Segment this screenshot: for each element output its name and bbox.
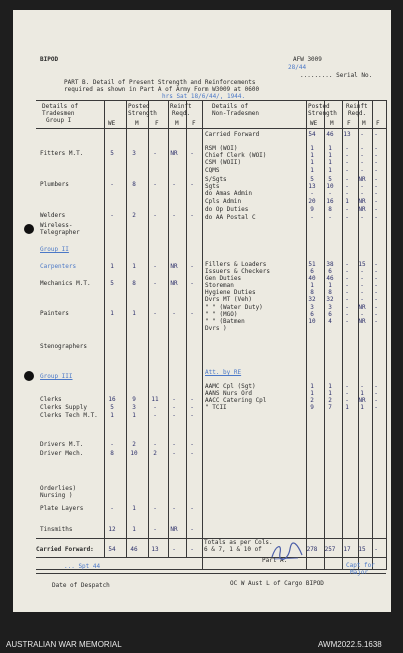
right-row-value: 46 [326,131,334,138]
date-fragment: 28/44 [288,64,307,71]
left-row-value: 1 [132,505,136,512]
left-row-value: - [153,310,157,317]
left-row-value: 5 [110,404,114,411]
right-sub-f: F [347,120,351,127]
left-reqd: Reqd. [172,110,191,117]
right-row-label: Cpls Admin [205,198,242,205]
left-row-label: Plate Layers [40,505,84,512]
right-row-value: 6 [310,311,314,318]
right-row-value: 10 [326,183,334,190]
right-row-value: - [360,383,364,390]
totals-label-3: Part A. [262,557,288,564]
right-row-value: - [374,275,378,282]
footer-left-note: ... Spt 44 [64,563,101,570]
signature-line: OC W Aust L of Cargo BIPOD [230,580,324,587]
total-value: 13 [151,546,159,553]
left-row-value: NR [170,150,178,157]
left-row-value: 10 [130,450,138,457]
right-row-value: 1 [328,152,332,159]
caption-right: AWM2022.5.1638 [318,640,382,649]
right-row-label: Gen Duties [205,275,242,282]
left-row-value: - [190,396,194,403]
left-sub-f: F [155,120,159,127]
right-row-value: - [345,282,349,289]
left-row-value: 3 [132,404,136,411]
right-row-value: - [345,390,349,397]
left-row-value: - [172,310,176,317]
right-row-value: 1 [310,282,314,289]
right-row-value: 1 [345,404,349,411]
left-row-value: - [110,181,114,188]
left-row-value: - [153,263,157,270]
right-row-value: 6 [310,268,314,275]
right-row-value: - [328,214,332,221]
footer-right-note-2: Major [350,569,369,576]
right-row-value: NR [358,318,366,325]
left-row-label: Drivers M.T. [40,441,84,448]
left-row-value: 1 [132,310,136,317]
left-row-value: - [190,280,194,287]
right-row-label: " " (MGO) [205,311,238,318]
right-row-value: NR [358,176,366,183]
right-row-label: AAMC Cpl (Sgt) [205,383,256,390]
punch-hole-top [24,224,34,234]
right-row-value: - [345,261,349,268]
right-row-label: Sgts [205,183,220,190]
left-row-value: - [190,263,194,270]
left-row-value: - [172,412,176,419]
right-row-value: 8 [328,289,332,296]
right-row-value: 8 [328,206,332,213]
right-row-value: - [345,190,349,197]
right-row-label: Dvrs MT (Veh) [205,296,252,303]
right-row-label: Chief Clerk (WOI) [205,152,267,159]
right-title-2: Non-Tradesmen [212,110,259,117]
left-row-value: 2 [132,212,136,219]
right-row-value: - [360,131,364,138]
total-value: 15 [358,546,366,553]
caption-left: AUSTRALIAN WAR MEMORIAL [6,640,122,649]
total-value: - [172,546,176,553]
right-row-value: - [345,176,349,183]
right-row-value: 15 [358,261,366,268]
right-row-value: - [360,268,364,275]
right-row-value: - [374,190,378,197]
left-row-value: - [153,412,157,419]
right-row-value: 1 [310,152,314,159]
left-row-label: Painters [40,310,69,317]
right-row-value: - [345,318,349,325]
right-row-value: - [345,183,349,190]
left-row-value: NR [170,280,178,287]
left-row-value: - [153,181,157,188]
right-row-value: 13 [308,183,316,190]
right-row-value: 1 [328,282,332,289]
left-row-value: - [190,450,194,457]
left-row-value: - [190,526,194,533]
left-row-label: Clerks Supply [40,404,87,411]
right-row-value: - [360,183,364,190]
right-row-value: - [345,397,349,404]
right-row-value: - [345,145,349,152]
right-row-value: - [345,268,349,275]
right-row-value: - [374,214,378,221]
right-row-value: 20 [308,198,316,205]
right-row-value: - [345,289,349,296]
right-row-value: - [374,289,378,296]
carried-forward-label: Carried Forward: [36,546,94,553]
left-row-label: Wireless- [40,222,73,229]
right-row-value: - [360,289,364,296]
left-row-value: 12 [108,526,116,533]
left-row-value: 9 [132,396,136,403]
left-row-value: - [110,441,114,448]
right-row-value: 1 [310,167,314,174]
right-row-value: - [374,206,378,213]
right-row-value: - [345,304,349,311]
left-row-value: - [153,212,157,219]
left-reinft: Reinft [170,103,192,110]
left-row-value: 11 [151,396,159,403]
form-number: AFW 3009 [293,56,322,63]
left-row-value: 3 [132,150,136,157]
right-row-value: 9 [310,404,314,411]
left-row-label: Welders [40,212,66,219]
left-row-label: Clerks Tech M.T. [40,412,98,419]
left-row-value: - [153,404,157,411]
left-title-2: Tradesmen [42,110,75,117]
right-row-value: 1 [360,404,364,411]
total-value: 54 [108,546,116,553]
right-row-value: - [328,190,332,197]
right-row-value: 1 [310,383,314,390]
right-row-value: - [374,268,378,275]
punch-hole-bottom [24,371,34,381]
right-row-label: Att. by RE [205,369,242,376]
left-row-value: - [190,181,194,188]
left-row-label: Carpenters [40,263,77,270]
right-row-value: - [374,198,378,205]
right-row-value: - [360,145,364,152]
left-row-value: 1 [110,412,114,419]
right-row-value: 1 [328,145,332,152]
right-row-label: Issuers & Checkers [205,268,271,275]
left-sub-m2: M [175,120,179,127]
right-row-value: - [360,275,364,282]
left-row-label: Tinsmiths [40,526,73,533]
left-row-label: Stenographers [40,343,87,350]
right-row-label: " " (Batmen [205,318,245,325]
right-row-value: 1 [328,159,332,166]
right-strength: Strength [308,110,337,117]
right-row-label: CSM (WOII) [205,159,242,166]
left-row-value: - [172,212,176,219]
left-row-value: - [190,212,194,219]
right-row-value: - [374,282,378,289]
left-row-label: Mechanics M.T. [40,280,91,287]
right-row-value: 9 [310,206,314,213]
right-row-label: " TCII [205,404,227,411]
left-row-label: Clerks [40,396,62,403]
left-row-value: - [172,441,176,448]
right-row-value: 46 [326,275,334,282]
left-row-label: Orderlies) [40,485,77,492]
date-of-despatch: Date of Despatch [52,582,110,589]
right-posted: Posted [308,103,330,110]
right-row-value: - [374,131,378,138]
left-row-label: Driver Mech. [40,450,84,457]
right-reqd: Reqd. [348,110,367,117]
right-sub-f2: F [376,120,380,127]
right-row-label: CQMS [205,167,220,174]
total-value: - [374,546,378,553]
left-row-value: 2 [132,441,136,448]
total-value: - [190,546,194,553]
right-row-value: 1 [360,390,364,397]
left-row-value: - [153,441,157,448]
right-sub-m2: M [362,120,366,127]
right-row-value: 5 [310,176,314,183]
total-value: 17 [343,546,351,553]
left-row-value: - [190,150,194,157]
left-row-label: Group II [40,246,69,253]
right-row-value: - [345,152,349,159]
totals-label-2: 6 & 7, 1 & 10 of [204,546,262,553]
left-row-value: - [190,310,194,317]
right-row-label: do Amas Admin [205,190,252,197]
left-row-value: 16 [108,396,116,403]
right-row-label: do AA Postal C [205,214,256,221]
serial-number: ......... Serial No. [300,72,373,79]
left-row-value: - [153,280,157,287]
totals-label-1: Totals as per Cols. [204,539,273,546]
right-row-value: NR [358,397,366,404]
left-row-value: 5 [110,150,114,157]
right-row-value: - [360,190,364,197]
right-sub-we: WE [310,120,318,127]
left-row-value: - [110,505,114,512]
right-row-value: - [374,261,378,268]
right-row-label: " " (Water Duty) [205,304,263,311]
left-strength: Strength [128,110,157,117]
right-row-value: 4 [328,318,332,325]
right-row-value: - [360,296,364,303]
right-row-value: 6 [328,311,332,318]
right-row-value: - [374,167,378,174]
right-row-value: - [374,159,378,166]
right-row-value: 8 [310,289,314,296]
right-row-value: - [345,206,349,213]
unit-name: BIPOD [40,56,59,63]
right-row-label: AANS Nurs Ord [205,390,252,397]
right-row-label: RSM (WOI) [205,145,238,152]
part-heading-line3: hrs Sat 18/6/44/, 1944. [162,93,246,100]
right-row-value: 5 [328,176,332,183]
left-row-value: - [110,212,114,219]
right-title-1: Details of [212,103,249,110]
left-row-label: Nursing ) [40,492,73,499]
right-row-value: 1 [345,198,349,205]
right-row-value: 2 [310,397,314,404]
right-row-value: - [374,311,378,318]
right-row-value: - [345,311,349,318]
right-row-value: - [374,397,378,404]
right-row-value: NR [358,304,366,311]
right-row-value: NR [358,206,366,213]
right-row-value: - [345,275,349,282]
right-row-value: 1 [328,167,332,174]
right-row-value: 54 [308,131,316,138]
right-row-value: 40 [308,275,316,282]
right-row-value: - [345,296,349,303]
left-row-label: Telegrapher [40,229,80,236]
left-sub-m: M [135,120,139,127]
left-title-3: Group I [46,117,72,124]
left-row-value: 8 [132,181,136,188]
right-row-value: - [360,311,364,318]
left-row-value: 8 [132,280,136,287]
right-sub-m: M [330,120,334,127]
right-row-label: S/Sgts [205,176,227,183]
right-row-value: - [374,318,378,325]
left-row-label: Group III [40,373,73,380]
right-row-value: 13 [343,131,351,138]
right-row-label: Hygiene Duties [205,289,256,296]
left-row-value: 1 [132,263,136,270]
left-row-value: 1 [110,263,114,270]
right-row-value: 1 [310,145,314,152]
right-row-value: - [345,167,349,174]
right-row-value: - [374,183,378,190]
left-row-value: 1 [132,412,136,419]
right-row-value: - [374,404,378,411]
left-sub-we: WE [108,120,116,127]
left-row-value: - [153,505,157,512]
left-row-value: - [190,412,194,419]
left-row-value: - [190,404,194,411]
right-row-value: 2 [328,397,332,404]
part-heading-line2: required as shown in Part A of Army Form W3009 at 0600 [64,86,260,93]
right-row-value: - [360,167,364,174]
left-row-value: - [172,404,176,411]
part-heading-line1: PART B. Detail of Present Strength and Reinforcements [64,79,256,86]
right-row-value: - [345,159,349,166]
total-value: 278 [306,546,318,553]
right-row-value: 1 [310,390,314,397]
left-row-value: 8 [110,450,114,457]
total-value: 257 [324,546,336,553]
footer-right-note: Capt for [346,562,375,569]
left-title-1: Details of [42,103,79,110]
right-row-value: - [374,296,378,303]
right-row-value: NR [358,198,366,205]
left-row-value: 1 [132,526,136,533]
right-row-value: - [345,214,349,221]
left-row-value: 2 [153,450,157,457]
right-row-value: 51 [308,261,316,268]
right-row-label: Fillers & Loaders [205,261,267,268]
right-row-label: Storeman [205,282,234,289]
right-row-value: - [374,176,378,183]
right-row-value: 6 [328,268,332,275]
left-row-value: - [153,526,157,533]
right-row-value: 1 [328,383,332,390]
total-value: 46 [130,546,138,553]
right-row-value: 32 [308,296,316,303]
right-row-value: - [360,152,364,159]
handwritten-signature [268,541,306,563]
right-row-value: 38 [326,261,334,268]
left-row-value: - [172,505,176,512]
left-row-label: Plumbers [40,181,69,188]
right-row-value: 1 [310,159,314,166]
left-row-value: NR [170,526,178,533]
left-row-value: - [172,181,176,188]
left-row-value: 1 [110,310,114,317]
right-row-value: - [374,145,378,152]
right-row-value: - [345,383,349,390]
left-row-label: Fitters M.T. [40,150,84,157]
right-row-value: 7 [328,404,332,411]
right-row-label: AACC Catering Cpl [205,397,267,404]
right-row-value: - [310,214,314,221]
right-reinft: Reinft [346,103,368,110]
right-row-value: 10 [308,318,316,325]
right-row-value: - [360,214,364,221]
right-row-value: - [310,190,314,197]
right-row-value: - [374,390,378,397]
right-row-value: 3 [310,304,314,311]
right-row-value: 16 [326,198,334,205]
left-posted: Posted [128,103,150,110]
right-row-label: Carried Forward [205,131,260,138]
left-sub-f2: F [192,120,196,127]
left-row-value: - [190,441,194,448]
right-row-label: do Op Duties [205,206,249,213]
right-row-value: - [374,304,378,311]
left-row-value: - [153,150,157,157]
left-row-value: - [172,450,176,457]
right-row-value: 32 [326,296,334,303]
right-row-value: 1 [328,390,332,397]
right-row-value: - [374,152,378,159]
left-row-value: - [190,505,194,512]
right-row-value: - [374,383,378,390]
right-row-label: Dvrs ) [205,325,227,332]
left-row-value: 5 [110,280,114,287]
right-row-value: - [360,159,364,166]
right-row-value: 3 [328,304,332,311]
right-row-value: - [360,282,364,289]
left-row-value: - [172,396,176,403]
left-row-value: NR [170,263,178,270]
